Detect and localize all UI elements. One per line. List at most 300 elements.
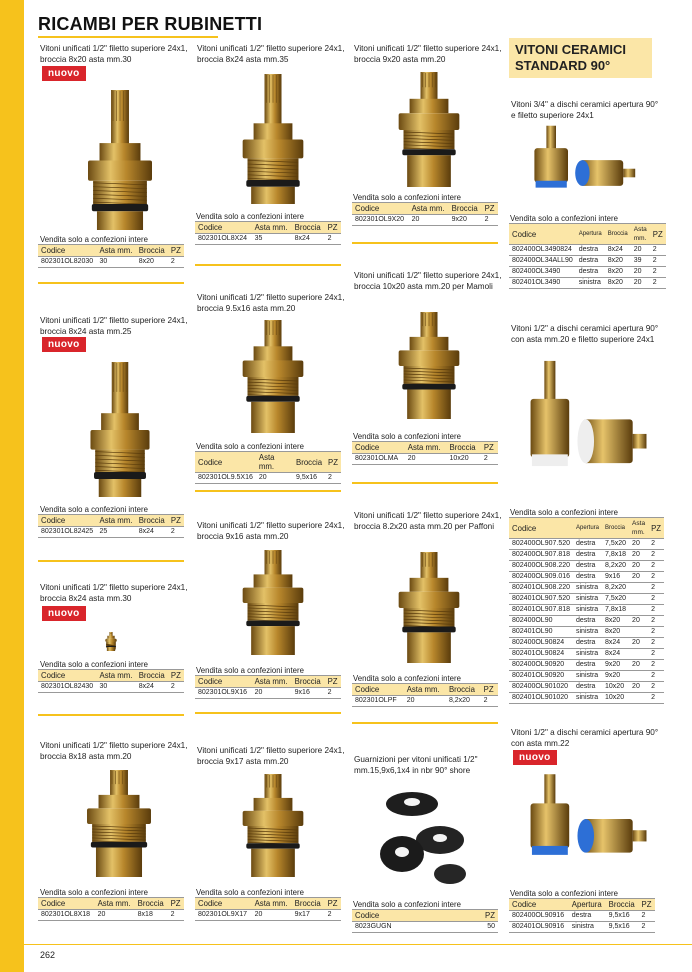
table-cell-broccia: 10x20 bbox=[602, 682, 629, 693]
table-cell-apertura: sinistra bbox=[573, 605, 602, 616]
gasket-photo bbox=[372, 782, 482, 890]
table-cell-broccia: 10x20 bbox=[602, 693, 629, 704]
table-cell-apertura: destra bbox=[573, 572, 602, 583]
text-items-6-code: 802301OL82430 bbox=[38, 682, 97, 693]
table-cell-broccia: 8,2x20 bbox=[602, 583, 629, 594]
table-row bbox=[509, 911, 655, 922]
text-gaskets-code: 8023GUGN bbox=[352, 922, 462, 933]
table-cell-broccia: 9x20 bbox=[602, 660, 629, 671]
col-asta: Asta mm. bbox=[97, 245, 136, 257]
text-headers-asta: Asta mm. bbox=[629, 518, 648, 539]
table-cell-apertura: destra bbox=[576, 245, 605, 256]
col-codice: Codice bbox=[38, 245, 97, 257]
spec-table bbox=[352, 683, 498, 707]
product-description: Vitoni unificati 1/2" filetto superiore 24x1, broccia 9x20 asta mm.20 bbox=[354, 44, 502, 64]
table-cell-code: 802401OL90824 bbox=[509, 649, 573, 660]
text-items-9-broccia: 8x18 bbox=[135, 910, 168, 921]
pack-note: Vendita solo a confezioni intere bbox=[353, 674, 461, 683]
text-headers-broccia: Broccia bbox=[449, 203, 482, 215]
text-items-1-asta: 35 bbox=[252, 234, 292, 245]
product-description: Vitoni unificati 1/2" filetto superiore 24x1, broccia 9x16 asta mm.20 bbox=[197, 521, 345, 541]
text-headers-codice: Codice bbox=[509, 224, 576, 245]
text-items-2-asta: 20 bbox=[409, 215, 449, 226]
spec-table bbox=[352, 202, 498, 226]
table-cell-pz: 2 bbox=[648, 550, 664, 561]
table-cell-code: 802400OL907.520 bbox=[509, 539, 573, 550]
table-cell-asta: 39 bbox=[631, 256, 650, 267]
table-row bbox=[509, 693, 664, 704]
product-description: Vitoni unificati 1/2" filetto superiore 24x1, broccia 10x20 asta mm.20 per Mamoli bbox=[354, 271, 502, 291]
section-divider bbox=[38, 560, 184, 562]
table-cell-apertura: sinistra bbox=[573, 671, 602, 682]
table-cell-apertura: destra bbox=[573, 682, 602, 693]
text-headers-asta: Asta mm. bbox=[97, 515, 136, 527]
text-items-4-pz: 2 bbox=[325, 473, 341, 484]
text-headers-codice: Codice bbox=[195, 222, 252, 234]
product-photo bbox=[392, 550, 466, 666]
spec-table bbox=[352, 909, 498, 933]
spec-table bbox=[509, 517, 664, 704]
table-cell-apertura: sinistra bbox=[573, 583, 602, 594]
table-header-row bbox=[38, 898, 184, 910]
text-headers-pz: PZ bbox=[481, 684, 498, 696]
table-cell-code: 802400OL909.016 bbox=[509, 572, 573, 583]
product-photo bbox=[236, 548, 310, 658]
col-pz: PZ bbox=[168, 245, 184, 257]
table-header-row bbox=[352, 203, 498, 215]
table-cell-apertura: destra bbox=[573, 660, 602, 671]
table-header-row bbox=[509, 899, 655, 911]
text-items-3-asta: 25 bbox=[97, 527, 136, 538]
text-headers-pz: PZ bbox=[648, 518, 664, 539]
table-cell-apertura: destra bbox=[576, 267, 605, 278]
text-headers-codice: Codice bbox=[38, 515, 97, 527]
product-photo bbox=[80, 768, 158, 880]
text-headers-codice: Codice bbox=[509, 518, 573, 539]
table-row bbox=[509, 245, 666, 256]
table-row bbox=[352, 922, 498, 933]
text-items-4-code: 802301OL9.5X16 bbox=[195, 473, 256, 484]
table-cell-pz: 2 bbox=[648, 638, 664, 649]
text-headers-pz: PZ bbox=[168, 515, 184, 527]
product-photo bbox=[104, 630, 118, 654]
pack-note: Vendita solo a confezioni intere bbox=[40, 235, 148, 244]
text-headers-broccia: Broccia bbox=[136, 515, 168, 527]
table-row bbox=[509, 572, 664, 583]
spec-table bbox=[352, 441, 498, 465]
text-items-8-asta: 20 bbox=[404, 696, 446, 707]
table-row bbox=[352, 215, 498, 226]
text-items-6-pz: 2 bbox=[168, 682, 184, 693]
text-headers-broccia: Broccia bbox=[447, 442, 481, 454]
spec-table bbox=[509, 898, 655, 933]
text-headers-codice: Codice bbox=[352, 684, 404, 696]
table-row bbox=[509, 649, 664, 660]
text-headers-pz: PZ bbox=[325, 222, 341, 234]
table-cell-code: 802401OL901020 bbox=[509, 693, 573, 704]
table-cell-broccia: 8x20 bbox=[605, 256, 631, 267]
pack-note: Vendita solo a confezioni intere bbox=[196, 888, 304, 897]
text-headers-apertura: Apertura bbox=[569, 899, 606, 911]
product-description: Vitoni unificati 1/2" filetto superiore 24x1, broccia 8x24 asta mm.25 bbox=[40, 316, 188, 336]
table-cell-pz: 2 bbox=[648, 539, 664, 550]
text-headers-broccia: Broccia bbox=[293, 452, 325, 473]
text-items-1-code: 802301OL8X24 bbox=[195, 234, 252, 245]
pack-note: Vendita solo a confezioni intere bbox=[510, 889, 618, 898]
spec-table bbox=[195, 897, 341, 921]
text-headers-broccia: Broccia bbox=[606, 899, 639, 911]
text-headers-broccia: Broccia bbox=[446, 684, 481, 696]
table-cell-broccia: 9,5x16 bbox=[606, 911, 639, 922]
table-row bbox=[352, 696, 498, 707]
product-description: Vitoni unificati 1/2" filetto superiore 24x1, broccia 8.2x20 asta mm.20 per Paffoni bbox=[354, 511, 502, 531]
table-header-row bbox=[195, 452, 341, 473]
table-cell-apertura: sinistra bbox=[569, 922, 606, 933]
text-items-1-pz: 2 bbox=[325, 234, 341, 245]
table-cell-pz: 2 bbox=[650, 256, 666, 267]
table-cell-pz: 2 bbox=[648, 605, 664, 616]
section-header bbox=[509, 38, 652, 78]
table-cell-asta bbox=[629, 583, 648, 594]
spec-table bbox=[38, 897, 184, 921]
text-items-0-pz: 2 bbox=[168, 257, 184, 268]
table-row bbox=[509, 616, 664, 627]
text-headers-codice: Codice bbox=[38, 670, 97, 682]
table-cell-apertura: destra bbox=[569, 911, 606, 922]
product-description: Vitoni unificati 1/2" filetto superiore 24x1, broccia 8x24 asta mm.30 bbox=[40, 583, 188, 603]
table-row bbox=[38, 257, 184, 268]
table-row bbox=[38, 527, 184, 538]
section-divider bbox=[352, 242, 498, 244]
product-photo bbox=[80, 88, 160, 233]
section-header-line2: STANDARD 90° bbox=[515, 58, 611, 73]
spec-table bbox=[195, 221, 341, 245]
table-row bbox=[509, 627, 664, 638]
pack-note: Vendita solo a confezioni intere bbox=[40, 505, 148, 514]
table-cell-apertura: sinistra bbox=[573, 627, 602, 638]
table-cell-pz: 2 bbox=[639, 911, 655, 922]
product-photo bbox=[514, 358, 652, 504]
pack-note: Vendita solo a confezioni intere bbox=[353, 193, 461, 202]
table-row bbox=[509, 561, 664, 572]
text-items-3-code: 802301OL82425 bbox=[38, 527, 97, 538]
table-cell-apertura: sinistra bbox=[573, 594, 602, 605]
table-cell-pz: 2 bbox=[648, 572, 664, 583]
text-items-4-asta: 20 bbox=[256, 473, 293, 484]
table-cell-pz: 2 bbox=[648, 671, 664, 682]
pack-note: Vendita solo a confezioni intere bbox=[196, 212, 304, 221]
table-cell-asta: 20 bbox=[629, 660, 648, 671]
text-items-10-broccia: 9x17 bbox=[292, 910, 325, 921]
text-items-4-broccia: 9,5x16 bbox=[293, 473, 325, 484]
table-cell-pz: 2 bbox=[648, 583, 664, 594]
table-cell-code: 802400OL90824 bbox=[509, 638, 573, 649]
product-description: Vitoni 3/4" a dischi ceramici apertura 90° e filetto superiore 24x1 bbox=[511, 100, 659, 120]
text-headers-pz: PZ bbox=[481, 442, 498, 454]
spec-table bbox=[195, 675, 341, 699]
table-cell-apertura: sinistra bbox=[573, 649, 602, 660]
new-badge: nuovo bbox=[42, 606, 86, 621]
text-items-0-broccia: 8x20 bbox=[136, 257, 168, 268]
product-description: Vitoni unificati 1/2" filetto superiore 24x1, broccia 9x17 asta mm.20 bbox=[197, 746, 345, 766]
text-items-3-pz: 2 bbox=[168, 527, 184, 538]
text-headers-broccia: Broccia bbox=[292, 676, 325, 688]
text-items-0-code: 802301OL82030 bbox=[38, 257, 97, 268]
table-cell-code: 802400OL908.220 bbox=[509, 561, 573, 572]
text-headers-pz: PZ bbox=[325, 452, 341, 473]
text-headers-asta: Asta mm. bbox=[252, 676, 292, 688]
pack-note: Vendita solo a confezioni intere bbox=[196, 666, 304, 675]
table-cell-apertura: sinistra bbox=[573, 693, 602, 704]
table-cell-broccia: 9x16 bbox=[602, 572, 629, 583]
table-cell-apertura: destra bbox=[573, 539, 602, 550]
text-items-10-pz: 2 bbox=[325, 910, 341, 921]
table-cell-code: 802400OL90916 bbox=[509, 911, 569, 922]
table-row bbox=[195, 473, 341, 484]
spec-table bbox=[38, 669, 184, 693]
text-headers-pz: PZ bbox=[462, 910, 498, 922]
table-cell-broccia: 8x20 bbox=[605, 278, 631, 289]
table-cell-asta bbox=[629, 649, 648, 660]
table-cell-pz: 2 bbox=[650, 278, 666, 289]
table-cell-asta: 20 bbox=[629, 638, 648, 649]
text-items-2-code: 802301OL9X20 bbox=[352, 215, 409, 226]
table-cell-asta bbox=[629, 605, 648, 616]
table-cell-broccia: 8x24 bbox=[602, 638, 629, 649]
table-cell-broccia: 7,8x18 bbox=[602, 550, 629, 561]
product-photo bbox=[236, 772, 310, 880]
table-cell-pz: 2 bbox=[648, 627, 664, 638]
table-cell-broccia: 7,5x20 bbox=[602, 594, 629, 605]
text-headers-asta: Asta mm. bbox=[404, 684, 446, 696]
table-cell-broccia: 8x20 bbox=[602, 616, 629, 627]
table-cell-broccia: 8x20 bbox=[605, 267, 631, 278]
table-row bbox=[509, 682, 664, 693]
text-headers-codice: Codice bbox=[195, 898, 252, 910]
table-row bbox=[509, 638, 664, 649]
text-headers-pz: PZ bbox=[168, 898, 184, 910]
product-photo bbox=[84, 360, 156, 500]
table-row bbox=[509, 605, 664, 616]
text-headers-codice: Codice bbox=[509, 899, 569, 911]
text-items-0-asta: 30 bbox=[97, 257, 136, 268]
text-headers-pz: PZ bbox=[650, 224, 666, 245]
text-items-9-code: 802301OL8X18 bbox=[38, 910, 95, 921]
text-headers-pz: PZ bbox=[639, 899, 655, 911]
table-cell-broccia: 8,2x20 bbox=[602, 561, 629, 572]
text-items-7-pz: 2 bbox=[325, 688, 341, 699]
footer-rule bbox=[24, 944, 692, 945]
table-cell-asta bbox=[629, 594, 648, 605]
text-headers-broccia: Broccia bbox=[602, 518, 629, 539]
text-items-2-pz: 2 bbox=[482, 215, 498, 226]
table-header-row bbox=[195, 222, 341, 234]
table-cell-broccia: 8x24 bbox=[605, 245, 631, 256]
product-description: Vitoni 1/2" a dischi ceramici apertura 90° con asta mm.22 bbox=[511, 728, 659, 748]
table-cell-code: 802400OL90 bbox=[509, 616, 573, 627]
text-headers-asta: Asta mm. bbox=[409, 203, 449, 215]
table-cell-pz: 2 bbox=[650, 245, 666, 256]
text-headers-asta: Asta mm. bbox=[252, 898, 292, 910]
spec-table bbox=[38, 244, 184, 268]
table-cell-code: 802401OL90920 bbox=[509, 671, 573, 682]
table-header-row bbox=[352, 684, 498, 696]
product-photo bbox=[514, 772, 652, 884]
text-items-9-pz: 2 bbox=[168, 910, 184, 921]
table-cell-pz: 2 bbox=[648, 594, 664, 605]
text-headers-codice: Codice bbox=[195, 452, 256, 473]
table-row bbox=[195, 234, 341, 245]
table-cell-asta: 20 bbox=[629, 572, 648, 583]
table-cell-asta: 20 bbox=[629, 616, 648, 627]
table-cell-broccia: 9x20 bbox=[602, 671, 629, 682]
table-cell-broccia: 8x20 bbox=[602, 627, 629, 638]
table-cell-code: 802400OL90920 bbox=[509, 660, 573, 671]
table-cell-asta: 20 bbox=[631, 245, 650, 256]
spec-table bbox=[195, 451, 341, 484]
pack-note: Vendita solo a confezioni intere bbox=[353, 432, 461, 441]
pack-note: Vendita solo a confezioni intere bbox=[40, 888, 148, 897]
table-cell-pz: 2 bbox=[648, 561, 664, 572]
text-items-6-broccia: 8x24 bbox=[136, 682, 168, 693]
product-photo bbox=[392, 310, 466, 422]
table-cell-asta bbox=[629, 693, 648, 704]
product-description: Vitoni 1/2" a dischi ceramici apertura 90° con asta mm.20 e filetto superiore 24x1 bbox=[511, 324, 659, 344]
pack-note: Vendita solo a confezioni intere bbox=[196, 442, 304, 451]
text-headers-codice: Codice bbox=[38, 898, 95, 910]
table-cell-pz: 2 bbox=[648, 660, 664, 671]
product-description: Vitoni unificati 1/2" filetto superiore 24x1, broccia 9.5x16 asta mm.20 bbox=[197, 293, 345, 313]
text-items-2-broccia: 9x20 bbox=[449, 215, 482, 226]
product-description: Vitoni unificati 1/2" filetto superiore 24x1, broccia 8x20 asta mm.30 bbox=[40, 44, 188, 64]
text-headers-asta: Asta mm. bbox=[95, 898, 135, 910]
table-cell-code: 802400OL901020 bbox=[509, 682, 573, 693]
new-badge: nuovo bbox=[42, 337, 86, 352]
table-cell-pz: 2 bbox=[648, 682, 664, 693]
table-cell-code: 802400OL907.818 bbox=[509, 550, 573, 561]
table-row bbox=[195, 688, 341, 699]
table-cell-pz: 2 bbox=[648, 649, 664, 660]
section-divider bbox=[195, 264, 341, 266]
table-row bbox=[509, 583, 664, 594]
table-header-row bbox=[38, 515, 184, 527]
table-cell-asta bbox=[629, 627, 648, 638]
table-row bbox=[509, 922, 655, 933]
table-cell-pz: 2 bbox=[639, 922, 655, 933]
table-cell-broccia: 7,5x20 bbox=[602, 539, 629, 550]
table-cell-code: 802401OL3490 bbox=[509, 278, 576, 289]
text-items-5-code: 802301OLMA bbox=[352, 454, 405, 465]
text-items-5-broccia: 10x20 bbox=[447, 454, 481, 465]
spec-table bbox=[509, 223, 666, 289]
section-header-line1: VITONI CERAMICI bbox=[515, 42, 626, 57]
table-cell-code: 802401OL90 bbox=[509, 627, 573, 638]
text-items-9-asta: 20 bbox=[95, 910, 135, 921]
text-headers-pz: PZ bbox=[168, 670, 184, 682]
text-headers-codice: Codice bbox=[352, 442, 405, 454]
text-items-7-broccia: 9x16 bbox=[292, 688, 325, 699]
text-items-8-pz: 2 bbox=[481, 696, 498, 707]
table-row bbox=[509, 278, 666, 289]
section-divider bbox=[352, 722, 498, 724]
table-cell-apertura: destra bbox=[573, 561, 602, 572]
table-header-row bbox=[195, 898, 341, 910]
table-row bbox=[195, 910, 341, 921]
table-cell-pz: 2 bbox=[648, 616, 664, 627]
page-title: RICAMBI PER RUBINETTI bbox=[38, 14, 263, 34]
table-cell-broccia: 9,5x16 bbox=[606, 922, 639, 933]
text-headers-codice: Codice bbox=[352, 910, 462, 922]
text-headers-codice: Codice bbox=[352, 203, 409, 215]
table-cell-code: 802400OL3490824 bbox=[509, 245, 576, 256]
product-description: Vitoni unificati 1/2" filetto superiore 24x1, broccia 8x24 asta mm.35 bbox=[197, 44, 345, 64]
table-cell-code: 802401OL90916 bbox=[509, 922, 569, 933]
table-header-row bbox=[509, 518, 664, 539]
section-divider bbox=[38, 714, 184, 716]
table-cell-asta: 20 bbox=[629, 561, 648, 572]
text-items-5-pz: 2 bbox=[481, 454, 498, 465]
table-cell-asta bbox=[629, 671, 648, 682]
text-headers-apertura: Apertura bbox=[573, 518, 602, 539]
text-headers-apertura: Apertura bbox=[576, 224, 605, 245]
table-cell-asta: 20 bbox=[631, 278, 650, 289]
table-row bbox=[38, 682, 184, 693]
text-items-10-code: 802301OL9X17 bbox=[195, 910, 252, 921]
table-cell-asta: 20 bbox=[629, 550, 648, 561]
table-cell-pz: 2 bbox=[650, 267, 666, 278]
section-divider bbox=[38, 282, 184, 284]
table-row bbox=[509, 660, 664, 671]
table-row bbox=[509, 594, 664, 605]
text-headers-broccia: Broccia bbox=[292, 898, 325, 910]
text-headers-pz: PZ bbox=[325, 676, 341, 688]
table-cell-code: 802400OL34ALL90 bbox=[509, 256, 576, 267]
text-headers-broccia: Broccia bbox=[605, 224, 631, 245]
pack-note: Vendita solo a confezioni intere bbox=[353, 900, 461, 909]
text-headers-asta: Asta mm. bbox=[252, 222, 292, 234]
product-photo bbox=[392, 70, 466, 190]
table-header-row bbox=[352, 910, 498, 922]
table-cell-apertura: destra bbox=[573, 638, 602, 649]
table-cell-apertura: destra bbox=[573, 550, 602, 561]
text-headers-asta: Asta mm. bbox=[256, 452, 293, 473]
page-number: 262 bbox=[40, 950, 56, 960]
table-cell-apertura: destra bbox=[576, 256, 605, 267]
text-headers-broccia: Broccia bbox=[292, 222, 325, 234]
text-headers-asta: Asta mm. bbox=[405, 442, 447, 454]
table-header-row bbox=[38, 670, 184, 682]
table-cell-asta: 20 bbox=[631, 267, 650, 278]
table-cell-code: 802400OL3490 bbox=[509, 267, 576, 278]
product-photo bbox=[236, 318, 310, 436]
section-divider bbox=[352, 482, 498, 484]
product-description: Vitoni unificati 1/2" filetto superiore 24x1, broccia 8x18 asta mm.20 bbox=[40, 741, 188, 761]
text-items-7-code: 802301OL9X16 bbox=[195, 688, 252, 699]
table-cell-asta: 20 bbox=[629, 539, 648, 550]
title-underline bbox=[38, 36, 218, 38]
table-cell-code: 802401OL907.520 bbox=[509, 594, 573, 605]
col-broccia: Broccia bbox=[136, 245, 168, 257]
product-description: Guarnizioni per vitoni unificati 1/2" mm.15,9x6,1x4 in nbr 90° shore bbox=[354, 755, 478, 775]
table-cell-asta: 20 bbox=[629, 682, 648, 693]
table-cell-code: 802401OL908.220 bbox=[509, 583, 573, 594]
table-cell-broccia: 8x24 bbox=[602, 649, 629, 660]
pack-note: Vendita solo a confezioni intere bbox=[40, 660, 148, 669]
spec-table bbox=[38, 514, 184, 538]
text-items-8-broccia: 8,2x20 bbox=[446, 696, 481, 707]
new-badge: nuovo bbox=[42, 66, 86, 81]
text-headers-asta: Asta mm. bbox=[631, 224, 650, 245]
